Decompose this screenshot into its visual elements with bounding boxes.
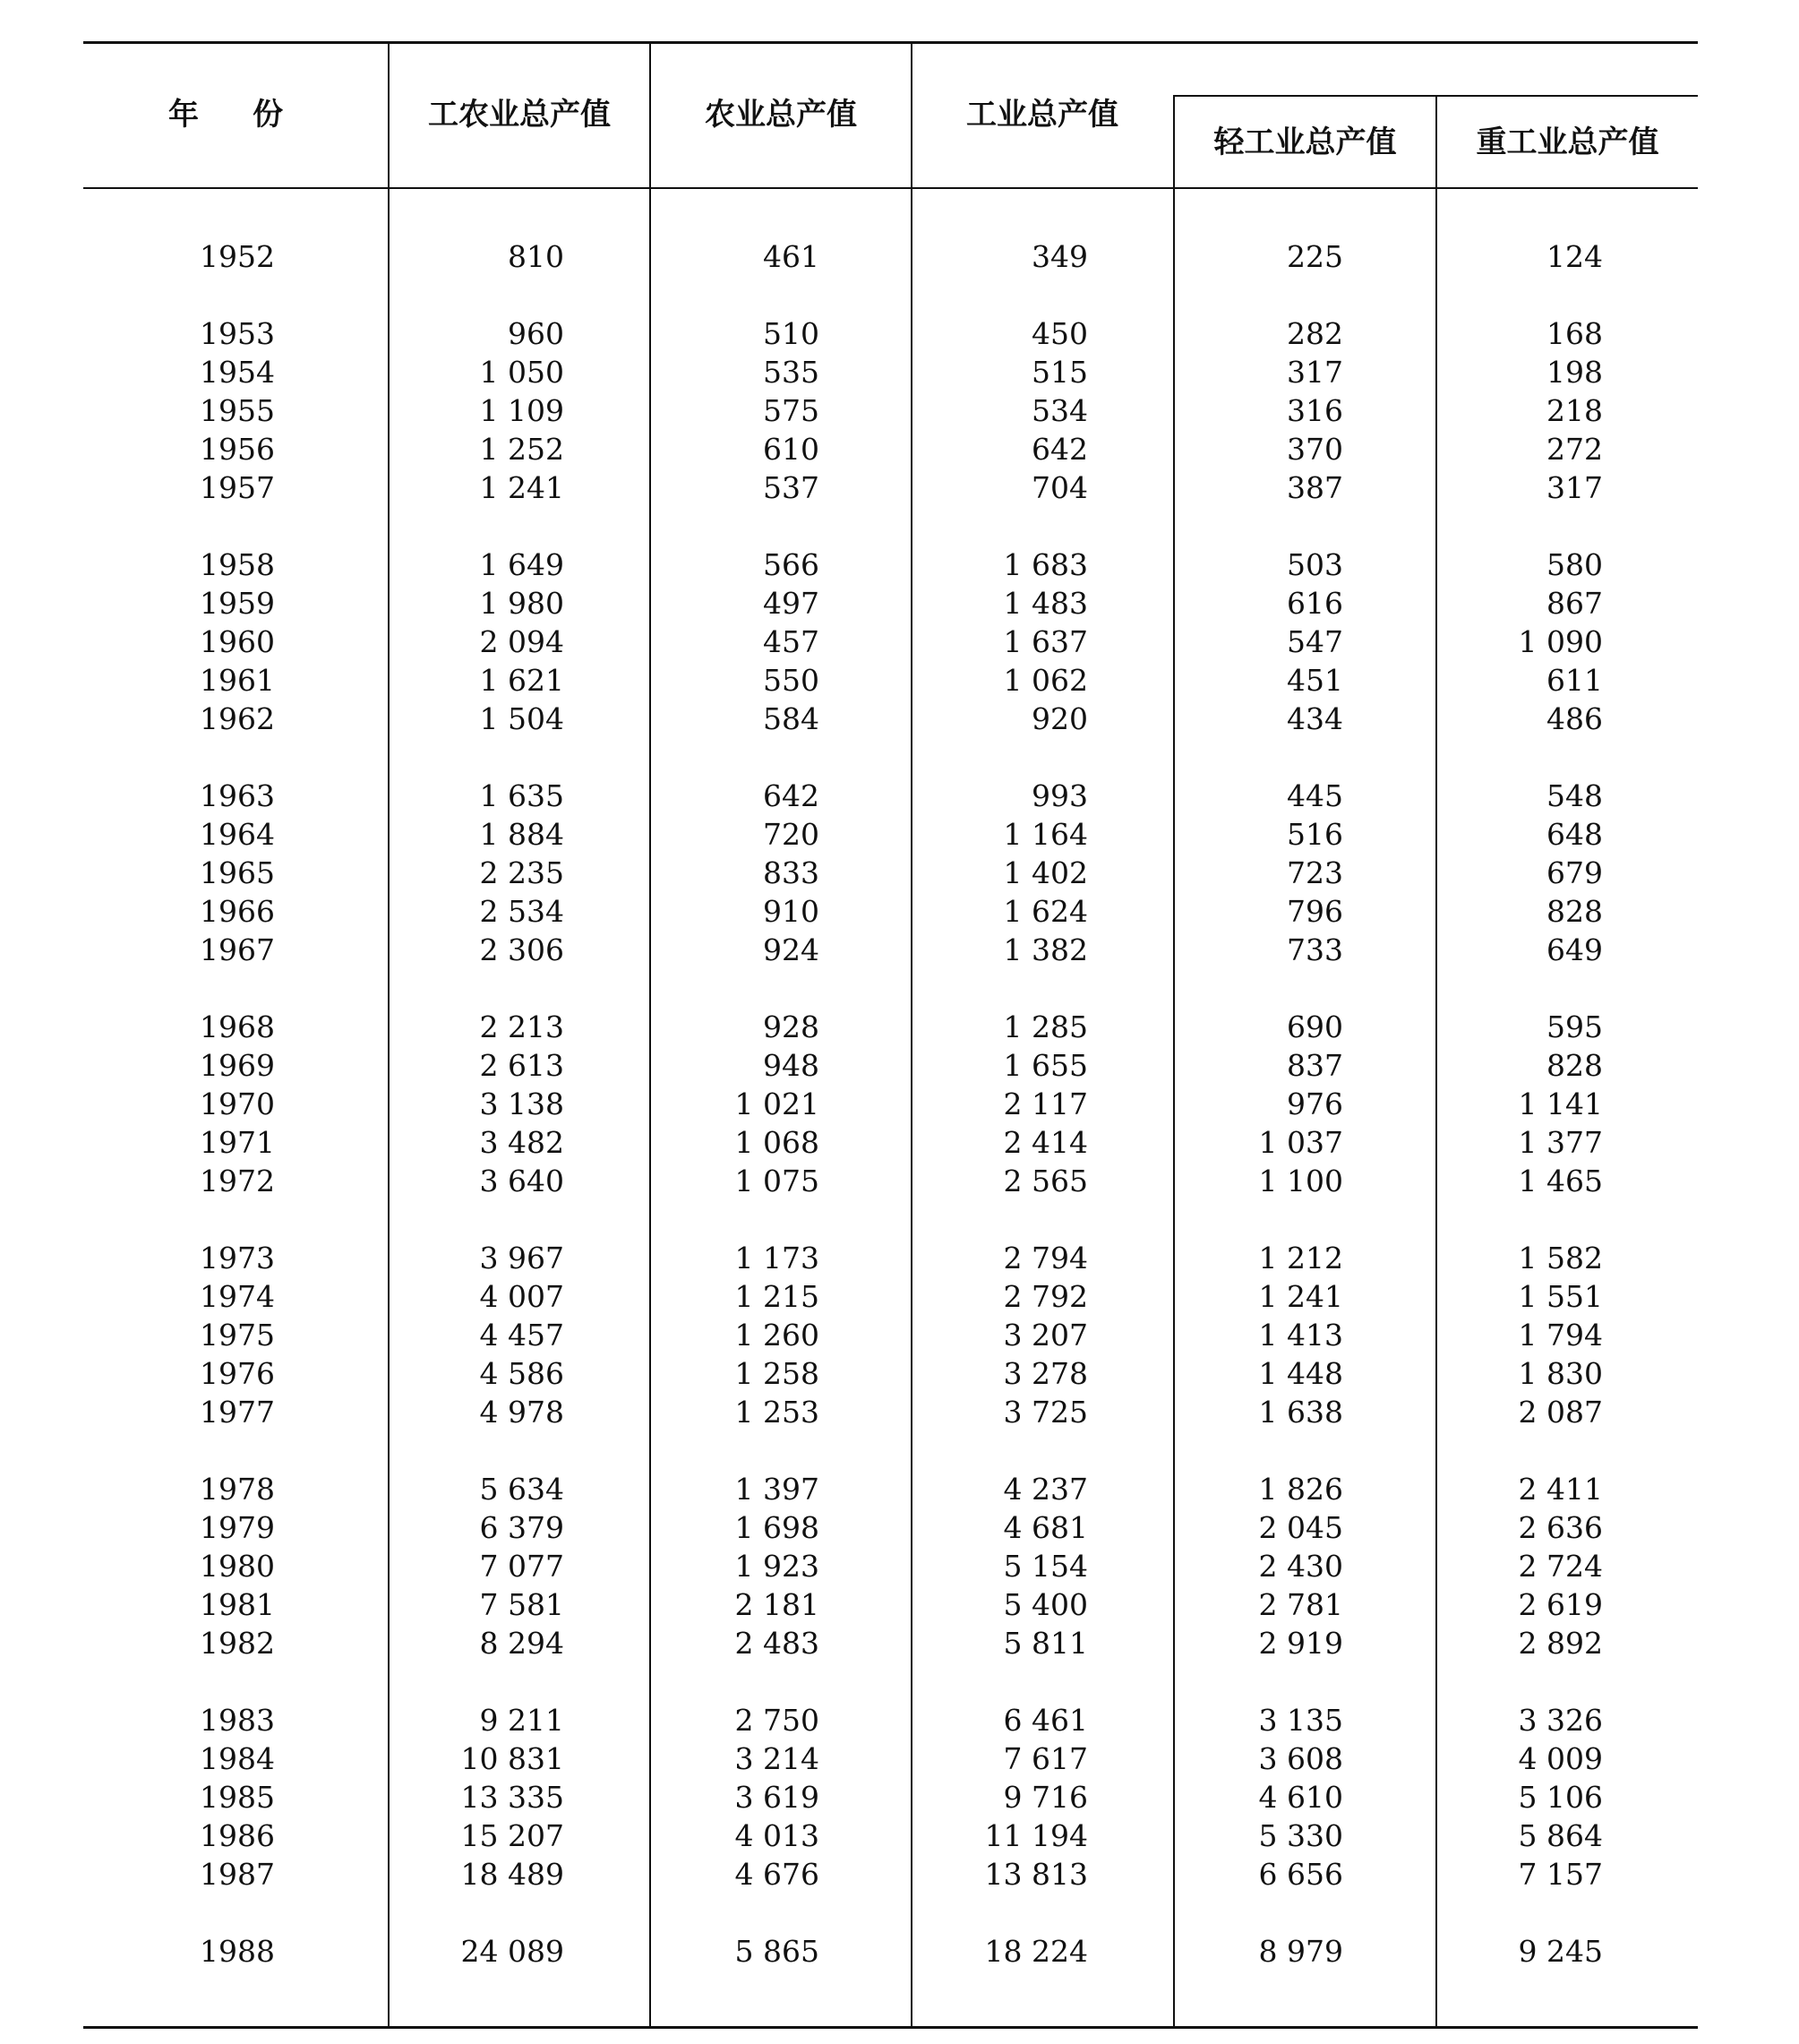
light-industry-output-cell: 2 430 xyxy=(1258,1549,1343,1584)
header-bottom-rule xyxy=(83,187,1698,189)
agriculture-output-cell: 537 xyxy=(763,470,819,505)
heavy-industry-output-cell: 595 xyxy=(1546,1009,1603,1044)
heavy-industry-output-cell: 548 xyxy=(1546,778,1603,813)
total-output-cell: 18 489 xyxy=(460,1857,564,1892)
industry-output-cell: 1 683 xyxy=(1003,547,1088,582)
light-industry-output-cell: 1 100 xyxy=(1258,1164,1343,1198)
total-output-cell: 1 621 xyxy=(479,663,564,698)
table-row xyxy=(0,892,1799,931)
year-cell: 1969 xyxy=(200,1048,275,1083)
heavy-industry-output-cell: 168 xyxy=(1546,316,1603,351)
year-cell: 1976 xyxy=(200,1356,275,1391)
year-cell: 1960 xyxy=(200,624,275,659)
agriculture-output-cell: 2 750 xyxy=(734,1703,819,1738)
light-industry-output-cell: 445 xyxy=(1287,778,1343,813)
heavy-industry-output-cell: 5 106 xyxy=(1518,1780,1603,1815)
industry-output-cell: 704 xyxy=(1032,470,1088,505)
light-industry-output-cell: 796 xyxy=(1287,894,1343,929)
year-cell: 1982 xyxy=(200,1626,275,1661)
industry-output-cell: 3 278 xyxy=(1003,1356,1088,1391)
total-output-cell: 1 884 xyxy=(479,817,564,852)
light-industry-output-cell: 225 xyxy=(1287,239,1343,274)
top-rule xyxy=(83,41,1698,44)
heavy-industry-output-cell: 1 377 xyxy=(1518,1125,1603,1160)
table-row xyxy=(0,237,1799,276)
light-industry-output-cell: 387 xyxy=(1287,470,1343,505)
agriculture-output-cell: 4 013 xyxy=(734,1818,819,1853)
light-industry-output-cell: 1 212 xyxy=(1258,1241,1343,1275)
heavy-industry-output-cell: 2 892 xyxy=(1518,1626,1603,1661)
total-output-cell: 1 504 xyxy=(479,701,564,736)
year-cell: 1970 xyxy=(200,1086,275,1121)
agriculture-output-cell: 461 xyxy=(763,239,819,274)
year-cell: 1962 xyxy=(200,701,275,736)
total-output-cell: 960 xyxy=(508,316,564,351)
total-output-cell: 7 581 xyxy=(479,1587,564,1622)
agriculture-output-cell: 575 xyxy=(763,393,819,428)
agriculture-output-cell: 2 181 xyxy=(734,1587,819,1622)
agriculture-output-cell: 1 253 xyxy=(734,1395,819,1430)
total-output-cell: 13 335 xyxy=(460,1780,564,1815)
agriculture-output-cell: 924 xyxy=(763,932,819,967)
industry-output-cell: 3 207 xyxy=(1003,1318,1088,1353)
heavy-industry-output-cell: 3 326 xyxy=(1518,1703,1603,1738)
heavy-industry-output-cell: 198 xyxy=(1546,355,1603,390)
table-row xyxy=(0,430,1799,468)
agriculture-output-cell: 948 xyxy=(763,1048,819,1083)
agriculture-output-cell: 1 260 xyxy=(734,1318,819,1353)
agriculture-output-cell: 1 215 xyxy=(734,1279,819,1314)
light-industry-output-cell: 317 xyxy=(1287,355,1343,390)
header-heavy-industry-output: 重工业总产值 xyxy=(1476,125,1659,160)
header-light-industry-output: 轻工业总产值 xyxy=(1213,125,1397,160)
industry-output-cell: 4 237 xyxy=(1003,1472,1088,1507)
year-cell: 1972 xyxy=(200,1164,275,1198)
total-output-cell: 1 050 xyxy=(479,355,564,390)
table-row xyxy=(0,468,1799,507)
agriculture-output-cell: 1 923 xyxy=(734,1549,819,1584)
light-industry-output-cell: 3 135 xyxy=(1258,1703,1343,1738)
header-total-output: 工农业总产值 xyxy=(428,97,611,133)
agriculture-output-cell: 642 xyxy=(763,778,819,813)
agriculture-output-cell: 2 483 xyxy=(734,1626,819,1661)
table-row xyxy=(0,1932,1799,1971)
industry-output-cell: 2 565 xyxy=(1003,1164,1088,1198)
heavy-industry-output-cell: 679 xyxy=(1546,855,1603,890)
table-row xyxy=(0,623,1799,661)
heavy-industry-output-cell: 611 xyxy=(1546,663,1603,698)
agriculture-output-cell: 910 xyxy=(763,894,819,929)
industry-output-cell: 1 285 xyxy=(1003,1009,1088,1044)
industry-output-cell: 2 792 xyxy=(1003,1279,1088,1314)
heavy-industry-output-cell: 1 830 xyxy=(1518,1356,1603,1391)
table-row xyxy=(0,1585,1799,1624)
table-row xyxy=(0,1354,1799,1393)
table-row xyxy=(0,353,1799,391)
light-industry-output-cell: 2 781 xyxy=(1258,1587,1343,1622)
year-cell: 1954 xyxy=(200,355,275,390)
industry-output-cell: 1 655 xyxy=(1003,1048,1088,1083)
table-row xyxy=(0,545,1799,584)
year-cell: 1963 xyxy=(200,778,275,813)
light-industry-output-cell: 4 610 xyxy=(1258,1780,1343,1815)
industry-output-cell: 4 681 xyxy=(1003,1510,1088,1545)
agriculture-output-cell: 1 173 xyxy=(734,1241,819,1275)
light-industry-output-cell: 6 656 xyxy=(1258,1857,1343,1892)
table-row xyxy=(0,314,1799,353)
light-industry-output-cell: 1 413 xyxy=(1258,1318,1343,1353)
table-row xyxy=(0,815,1799,854)
agriculture-output-cell: 497 xyxy=(763,586,819,621)
light-industry-output-cell: 1 037 xyxy=(1258,1125,1343,1160)
year-cell: 1957 xyxy=(200,470,275,505)
table-row xyxy=(0,1508,1799,1547)
heavy-industry-output-cell: 1 465 xyxy=(1518,1164,1603,1198)
table-row xyxy=(0,1277,1799,1316)
heavy-industry-output-cell: 2 636 xyxy=(1518,1510,1603,1545)
industry-output-cell: 450 xyxy=(1032,316,1088,351)
year-cell: 1980 xyxy=(200,1549,275,1584)
light-industry-output-cell: 837 xyxy=(1287,1048,1343,1083)
light-industry-output-cell: 1 448 xyxy=(1258,1356,1343,1391)
light-industry-output-cell: 976 xyxy=(1287,1086,1343,1121)
year-cell: 1985 xyxy=(200,1780,275,1815)
table-row xyxy=(0,931,1799,969)
heavy-industry-output-cell: 486 xyxy=(1546,701,1603,736)
year-cell: 1953 xyxy=(200,316,275,351)
total-output-cell: 2 534 xyxy=(479,894,564,929)
industry-output-cell: 6 461 xyxy=(1003,1703,1088,1738)
total-output-cell: 1 241 xyxy=(479,470,564,505)
year-cell: 1956 xyxy=(200,432,275,467)
table-row xyxy=(0,1778,1799,1816)
agriculture-output-cell: 1 258 xyxy=(734,1356,819,1391)
year-cell: 1979 xyxy=(200,1510,275,1545)
year-cell: 1966 xyxy=(200,894,275,929)
industry-output-cell: 1 402 xyxy=(1003,855,1088,890)
heavy-industry-output-cell: 828 xyxy=(1546,1048,1603,1083)
heavy-industry-output-cell: 4 009 xyxy=(1518,1741,1603,1776)
light-industry-output-cell: 503 xyxy=(1287,547,1343,582)
light-industry-output-cell: 616 xyxy=(1287,586,1343,621)
light-industry-output-cell: 5 330 xyxy=(1258,1818,1343,1853)
year-cell: 1968 xyxy=(200,1009,275,1044)
table-row xyxy=(0,1123,1799,1162)
industry-output-cell: 515 xyxy=(1032,355,1088,390)
agriculture-output-cell: 5 865 xyxy=(734,1934,819,1969)
agriculture-output-cell: 1 068 xyxy=(734,1125,819,1160)
table-row xyxy=(0,1624,1799,1662)
industry-output-cell: 13 813 xyxy=(984,1857,1088,1892)
heavy-industry-output-cell: 218 xyxy=(1546,393,1603,428)
heavy-industry-output-cell: 1 090 xyxy=(1518,624,1603,659)
total-output-cell: 4 457 xyxy=(479,1318,564,1353)
heavy-industry-output-cell: 1 551 xyxy=(1518,1279,1603,1314)
industry-output-cell: 3 725 xyxy=(1003,1395,1088,1430)
header-agriculture-output: 农业总产值 xyxy=(705,97,857,133)
year-cell: 1977 xyxy=(200,1395,275,1430)
heavy-industry-output-cell: 867 xyxy=(1546,586,1603,621)
year-cell: 1965 xyxy=(200,855,275,890)
bottom-rule xyxy=(83,2026,1698,2029)
year-cell: 1974 xyxy=(200,1279,275,1314)
total-output-cell: 4 978 xyxy=(479,1395,564,1430)
agriculture-output-cell: 3 619 xyxy=(734,1780,819,1815)
total-output-cell: 1 980 xyxy=(479,586,564,621)
heavy-industry-output-cell: 1 794 xyxy=(1518,1318,1603,1353)
industry-output-cell: 642 xyxy=(1032,432,1088,467)
industry-output-cell: 920 xyxy=(1032,701,1088,736)
agriculture-output-cell: 833 xyxy=(763,855,819,890)
table-row xyxy=(0,1239,1799,1277)
heavy-industry-output-cell: 2 411 xyxy=(1518,1472,1603,1507)
industry-output-cell: 349 xyxy=(1032,239,1088,274)
industry-output-cell: 18 224 xyxy=(984,1934,1088,1969)
heavy-industry-output-cell: 272 xyxy=(1546,432,1603,467)
industry-output-cell: 9 716 xyxy=(1003,1780,1088,1815)
heavy-industry-output-cell: 7 157 xyxy=(1518,1857,1603,1892)
table-row xyxy=(0,1393,1799,1431)
table-row xyxy=(0,1470,1799,1508)
year-cell: 1978 xyxy=(200,1472,275,1507)
industry-output-cell: 7 617 xyxy=(1003,1741,1088,1776)
total-output-cell: 10 831 xyxy=(460,1741,564,1776)
agriculture-output-cell: 1 698 xyxy=(734,1510,819,1545)
year-cell: 1986 xyxy=(200,1818,275,1853)
agriculture-output-cell: 1 075 xyxy=(734,1164,819,1198)
industry-output-cell: 1 164 xyxy=(1003,817,1088,852)
total-output-cell: 7 077 xyxy=(479,1549,564,1584)
industry-output-cell: 1 624 xyxy=(1003,894,1088,929)
total-output-cell: 2 306 xyxy=(479,932,564,967)
total-output-cell: 9 211 xyxy=(479,1703,564,1738)
light-industry-output-cell: 8 979 xyxy=(1258,1934,1343,1969)
light-industry-output-cell: 723 xyxy=(1287,855,1343,890)
header-year: 年份 xyxy=(168,97,337,133)
industry-output-cell: 2 117 xyxy=(1003,1086,1088,1121)
industry-output-cell: 534 xyxy=(1032,393,1088,428)
agriculture-output-cell: 4 676 xyxy=(734,1857,819,1892)
light-industry-output-cell: 2 045 xyxy=(1258,1510,1343,1545)
table-row xyxy=(0,854,1799,892)
table-row xyxy=(0,1855,1799,1894)
year-cell: 1975 xyxy=(200,1318,275,1353)
light-industry-output-cell: 434 xyxy=(1287,701,1343,736)
year-cell: 1988 xyxy=(200,1934,275,1969)
agriculture-output-cell: 1 397 xyxy=(734,1472,819,1507)
year-cell: 1959 xyxy=(200,586,275,621)
total-output-cell: 1 252 xyxy=(479,432,564,467)
table-row xyxy=(0,700,1799,738)
table-row xyxy=(0,1701,1799,1739)
heavy-industry-output-cell: 124 xyxy=(1546,239,1603,274)
year-cell: 1967 xyxy=(200,932,275,967)
total-output-cell: 1 649 xyxy=(479,547,564,582)
heavy-industry-output-cell: 317 xyxy=(1546,470,1603,505)
year-cell: 1971 xyxy=(200,1125,275,1160)
light-industry-output-cell: 1 826 xyxy=(1258,1472,1343,1507)
light-industry-output-cell: 316 xyxy=(1287,393,1343,428)
agriculture-output-cell: 584 xyxy=(763,701,819,736)
total-output-cell: 1 109 xyxy=(479,393,564,428)
light-industry-output-cell: 282 xyxy=(1287,316,1343,351)
total-output-cell: 15 207 xyxy=(460,1818,564,1853)
year-cell: 1973 xyxy=(200,1241,275,1275)
total-output-cell: 8 294 xyxy=(479,1626,564,1661)
table-row xyxy=(0,1085,1799,1123)
industry-output-cell: 1 062 xyxy=(1003,663,1088,698)
total-output-cell: 2 235 xyxy=(479,855,564,890)
table-row xyxy=(0,1816,1799,1855)
year-cell: 1984 xyxy=(200,1741,275,1776)
agriculture-output-cell: 566 xyxy=(763,547,819,582)
industry-output-cell: 11 194 xyxy=(984,1818,1088,1853)
total-output-cell: 1 635 xyxy=(479,778,564,813)
heavy-industry-output-cell: 5 864 xyxy=(1518,1818,1603,1853)
year-cell: 1961 xyxy=(200,663,275,698)
table-row xyxy=(0,1739,1799,1778)
industry-output-cell: 2 414 xyxy=(1003,1125,1088,1160)
light-industry-output-cell: 1 241 xyxy=(1258,1279,1343,1314)
light-industry-output-cell: 547 xyxy=(1287,624,1343,659)
total-output-cell: 3 967 xyxy=(479,1241,564,1275)
table-row xyxy=(0,1547,1799,1585)
industry-output-cell: 5 811 xyxy=(1003,1626,1088,1661)
year-cell: 1955 xyxy=(200,393,275,428)
total-output-cell: 3 482 xyxy=(479,1125,564,1160)
heavy-industry-output-cell: 2 619 xyxy=(1518,1587,1603,1622)
year-cell: 1987 xyxy=(200,1857,275,1892)
total-output-cell: 5 634 xyxy=(479,1472,564,1507)
table-row xyxy=(0,1046,1799,1085)
light-industry-output-cell: 516 xyxy=(1287,817,1343,852)
agriculture-output-cell: 720 xyxy=(763,817,819,852)
agriculture-output-cell: 510 xyxy=(763,316,819,351)
heavy-industry-output-cell: 2 087 xyxy=(1518,1395,1603,1430)
light-industry-output-cell: 1 638 xyxy=(1258,1395,1343,1430)
year-cell: 1983 xyxy=(200,1703,275,1738)
year-cell: 1981 xyxy=(200,1587,275,1622)
total-output-cell: 810 xyxy=(508,239,564,274)
industry-output-cell: 5 154 xyxy=(1003,1549,1088,1584)
heavy-industry-output-cell: 828 xyxy=(1546,894,1603,929)
total-output-cell: 2 094 xyxy=(479,624,564,659)
table-row xyxy=(0,777,1799,815)
heavy-industry-output-cell: 2 724 xyxy=(1518,1549,1603,1584)
agriculture-output-cell: 457 xyxy=(763,624,819,659)
total-output-cell: 2 613 xyxy=(479,1048,564,1083)
light-industry-output-cell: 451 xyxy=(1287,663,1343,698)
table-row xyxy=(0,391,1799,430)
heavy-industry-output-cell: 1 141 xyxy=(1518,1086,1603,1121)
table-row xyxy=(0,1008,1799,1046)
light-industry-output-cell: 3 608 xyxy=(1258,1741,1343,1776)
heavy-industry-output-cell: 648 xyxy=(1546,817,1603,852)
light-industry-output-cell: 733 xyxy=(1287,932,1343,967)
year-cell: 1964 xyxy=(200,817,275,852)
table-row xyxy=(0,1162,1799,1200)
light-industry-output-cell: 690 xyxy=(1287,1009,1343,1044)
light-industry-output-cell: 2 919 xyxy=(1258,1626,1343,1661)
agriculture-output-cell: 550 xyxy=(763,663,819,698)
header-industry-output: 工业总产值 xyxy=(966,97,1118,133)
table-row xyxy=(0,1316,1799,1354)
agriculture-output-cell: 535 xyxy=(763,355,819,390)
industry-output-cell: 2 794 xyxy=(1003,1241,1088,1275)
table-row xyxy=(0,661,1799,700)
industry-output-cell: 1 637 xyxy=(1003,624,1088,659)
industry-output-cell: 5 400 xyxy=(1003,1587,1088,1622)
total-output-cell: 6 379 xyxy=(479,1510,564,1545)
heavy-industry-output-cell: 649 xyxy=(1546,932,1603,967)
total-output-cell: 4 586 xyxy=(479,1356,564,1391)
total-output-cell: 3 138 xyxy=(479,1086,564,1121)
total-output-cell: 3 640 xyxy=(479,1164,564,1198)
total-output-cell: 24 089 xyxy=(460,1934,564,1969)
total-output-cell: 4 007 xyxy=(479,1279,564,1314)
heavy-industry-output-cell: 580 xyxy=(1546,547,1603,582)
year-cell: 1958 xyxy=(200,547,275,582)
industry-output-cell: 993 xyxy=(1032,778,1088,813)
agriculture-output-cell: 3 214 xyxy=(734,1741,819,1776)
year-cell: 1952 xyxy=(200,239,275,274)
light-industry-output-cell: 370 xyxy=(1287,432,1343,467)
industry-output-cell: 1 483 xyxy=(1003,586,1088,621)
total-output-cell: 2 213 xyxy=(479,1009,564,1044)
industry-output-cell: 1 382 xyxy=(1003,932,1088,967)
agriculture-output-cell: 1 021 xyxy=(734,1086,819,1121)
agriculture-output-cell: 610 xyxy=(763,432,819,467)
table-row xyxy=(0,584,1799,623)
heavy-industry-output-cell: 1 582 xyxy=(1518,1241,1603,1275)
agriculture-output-cell: 928 xyxy=(763,1009,819,1044)
heavy-industry-output-cell: 9 245 xyxy=(1518,1934,1603,1969)
